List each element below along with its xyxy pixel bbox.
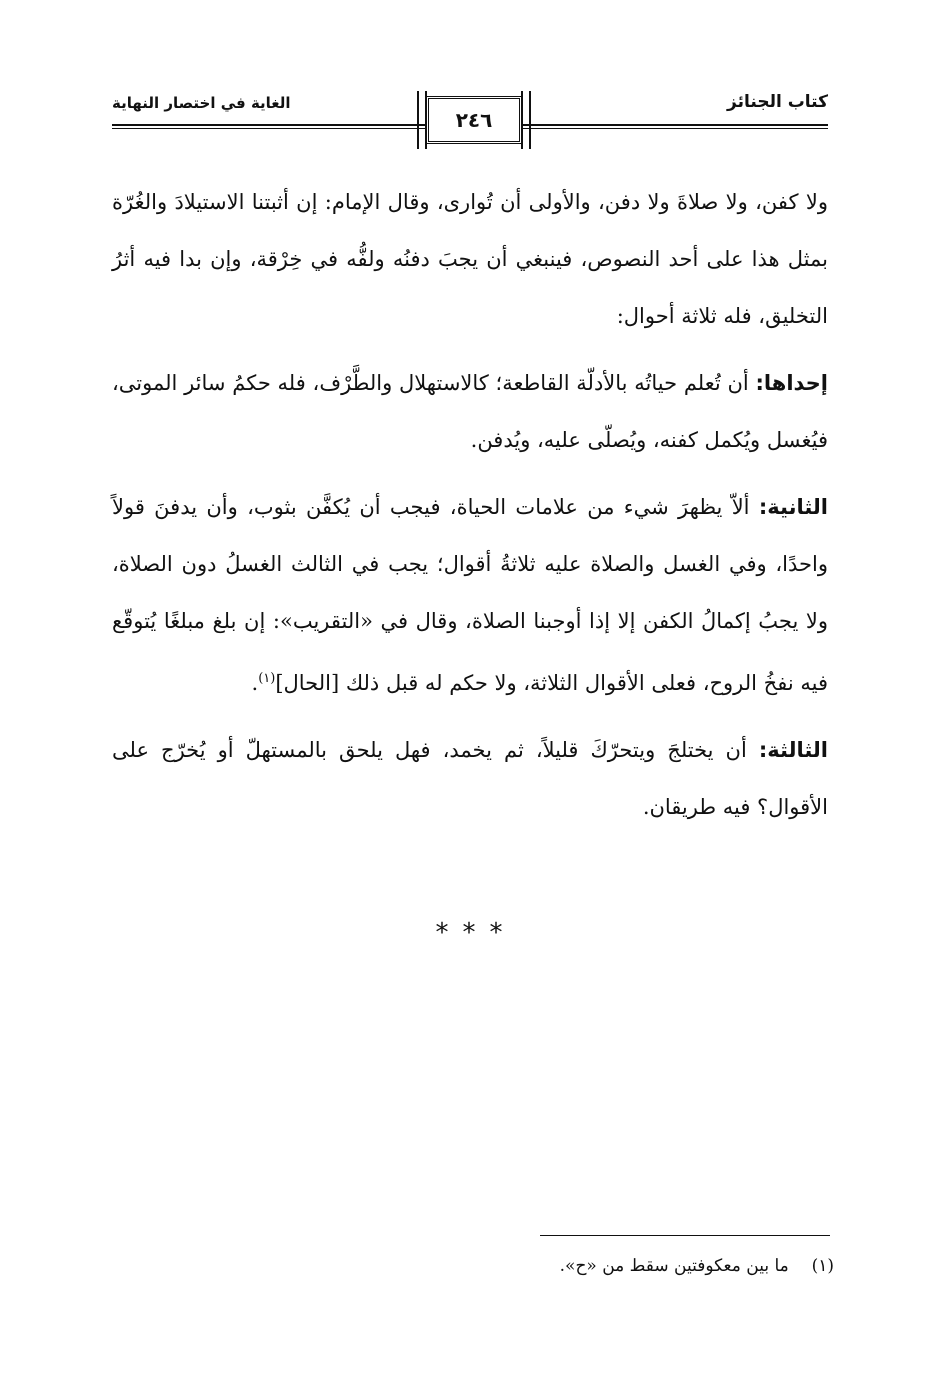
footnote-reference[interactable]: (١) — [258, 671, 276, 686]
third-case-label: الثالثة: — [758, 738, 828, 762]
main-text — [112, 174, 828, 846]
book-title: الغاية في اختصار النهاية — [112, 94, 291, 112]
second-case-label: الثانية: — [758, 495, 828, 519]
page-number: ٢٤٦ — [455, 108, 493, 132]
footnote-number: (١) — [811, 1256, 834, 1276]
footnote-text: ما بين معكوفتين سقط من «ح». — [559, 1256, 789, 1276]
footnote-rule — [540, 1235, 830, 1236]
second-case-text: ألاّ يظهرَ شيء من علامات الحياة، فيجب أن يُكفَّن بثوب، وأن يدفنَ قولاً واحدًا، وفي الغسل والصلاة عليه ثلاثةُ أقوال؛ يجب في الثالث الغسلُ دون الصلاة، ولا يجبُ إكمالُ الكفن إلا إذا أوجبنا الصلاة، وقال في «التقريب»: إن بلغ مبلغًا يُتوقّع فيه نفخُ الروح، فعلى الأقوال الثلاثة، ولا حكم له قبل ذلك [الحال] — [112, 495, 828, 695]
page-header — [112, 84, 828, 154]
section-separator: *** — [435, 918, 517, 948]
first-case-label: إحداها: — [755, 371, 828, 395]
first-case-text: أن تُعلم حياتُه بالأدلّة القاطعة؛ كالاستهلال والطَّرْف، فله حكمُ سائر الموتى، فيُغسل ويُكمل كفنه، ويُصلّى عليه، ويُدفن. — [112, 371, 828, 452]
third-case-text: أن يختلجَ ويتحرّكَ قليلاً، ثم يخمد، فهل يلحق بالمستهلّ أو يُخرّج على الأقوال؟ فيه طريقان. — [112, 738, 828, 819]
paragraph-intro: ولا كفن، ولا صلاةَ ولا دفن، والأولى أن تُوارى، وقال الإمام: إن أثبتنا الاستيلادَ والغُرّة بمثل هذا على أحد النصوص، فينبغي أن يجبَ دفنُه ولفُّه في خِرْقة، وإن بدا فيه أثرُ التخليق، فله ثلاثة أحوال: — [112, 190, 828, 328]
second-case-end: . — [251, 671, 259, 695]
chapter-title: كتاب الجنائز — [727, 92, 828, 112]
paragraph-second-case — [112, 479, 828, 712]
footnote — [560, 1256, 834, 1276]
page-number-frame — [426, 96, 522, 144]
paragraph-first-case — [112, 355, 828, 469]
paragraph-third-case — [112, 722, 828, 836]
